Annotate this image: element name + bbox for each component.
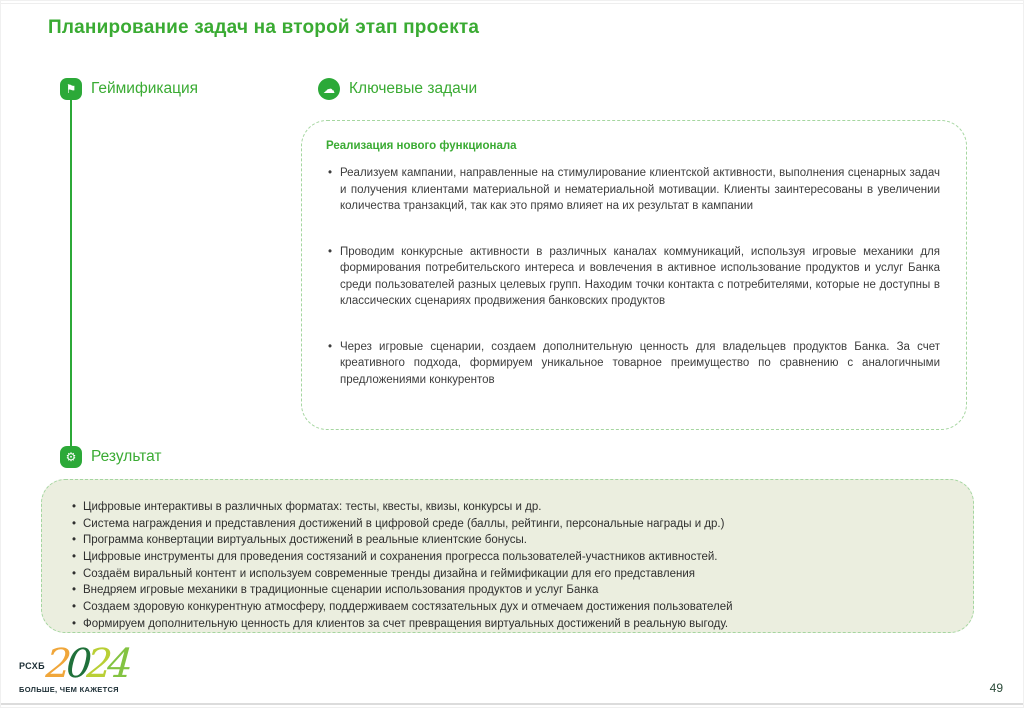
result-list-item: • Внедряем игровые механики в традиционные сценарии использования продуктов и услуг Банка <box>70 584 949 598</box>
page-title: Планирование задач на второй этап проекта <box>48 17 480 38</box>
gear-icon: ⚙ <box>60 446 82 468</box>
brand-logo <box>19 641 149 694</box>
brand-year <box>44 641 130 687</box>
result-list <box>70 501 949 631</box>
result-list-item: • Создаем здоровую конкурентную атмосферу, поддерживаем состязательных дух и отмечаем достижения пользователей <box>70 601 949 615</box>
slide-bottom-edge <box>1 703 1023 705</box>
timeline-connector-line <box>70 100 72 447</box>
year-digit: 0 <box>64 641 89 687</box>
result-list-item: • Формируем дополнительную ценность для клиентов за счет превращения виртуальных достижений в реальную выгоду. <box>70 618 949 632</box>
key-tasks-list-item: • Проводим конкурсные активности в различных каналах коммуникаций, используя игровые механики для формирования потребительского интереса и вовлечения в активное использование продуктов и услуг Банка среди пользователей разных целевых групп. Находим точки контакта с потребителями, которые не доступны в классических сценариях продвижения банковских продуктов <box>326 244 940 310</box>
key-tasks-panel <box>301 120 967 430</box>
year-digit: 2 <box>44 641 69 687</box>
key-tasks-list-item: • Реализуем кампании, направленные на стимулирование клиентской активности, выполнения сценарных задач и получения клиентами материальной и нематериальной мотивации. Клиенты заинтересованы в увеличении количества транзакций, так как это прямо влияет на их результат в кампании <box>326 165 940 215</box>
milestone-gamification <box>60 78 198 100</box>
result-list-item: • Программа конвертации виртуальных достижений в реальные клиентские бонусы. <box>70 534 949 548</box>
key-tasks-list <box>326 165 940 388</box>
brand-tagline: БОЛЬШЕ, ЧЕМ КАЖЕТСЯ <box>19 685 119 694</box>
slide-top-edge <box>1 3 1023 4</box>
key-tasks-panel-heading: Реализация нового функционала <box>326 140 517 152</box>
result-list-item: • Цифровые инструменты для проведения состязаний и сохранения прогресса пользователей-участников активностей. <box>70 551 949 565</box>
milestone-key-tasks-label: Ключевые задачи <box>349 80 478 97</box>
year-digit: 2 <box>85 641 109 687</box>
year-digit: 4 <box>105 641 130 687</box>
flag-icon: ⚑ <box>60 78 82 100</box>
cloud-icon: ☁ <box>318 78 340 100</box>
page-number: 49 <box>989 681 1003 695</box>
milestone-result <box>60 446 162 468</box>
result-list-item: • Создаём виральный контент и используем современные тренды дизайна и геймификации для его представления <box>70 568 949 582</box>
milestone-gamification-label: Геймификация <box>91 80 199 97</box>
brand-name: РСХБ <box>19 661 46 671</box>
milestone-key-tasks <box>318 78 477 100</box>
milestone-result-label: Результат <box>91 448 162 465</box>
result-list-item: • Система награждения и представления достижений в цифровой среде (баллы, рейтинги, персональные награды и др.) <box>70 518 949 532</box>
key-tasks-list-item: • Через игровые сценарии, создаем дополнительную ценность для владельцев продуктов Банка. За счет креативного подхода, формируем уникальное товарное преимущество по сравнению с аналогичными предложениями конкурентов <box>326 339 940 389</box>
result-panel <box>41 479 974 633</box>
result-list-item: • Цифровые интерактивы в различных форматах: тесты, квесты, квизы, конкурсы и др. <box>70 501 949 515</box>
